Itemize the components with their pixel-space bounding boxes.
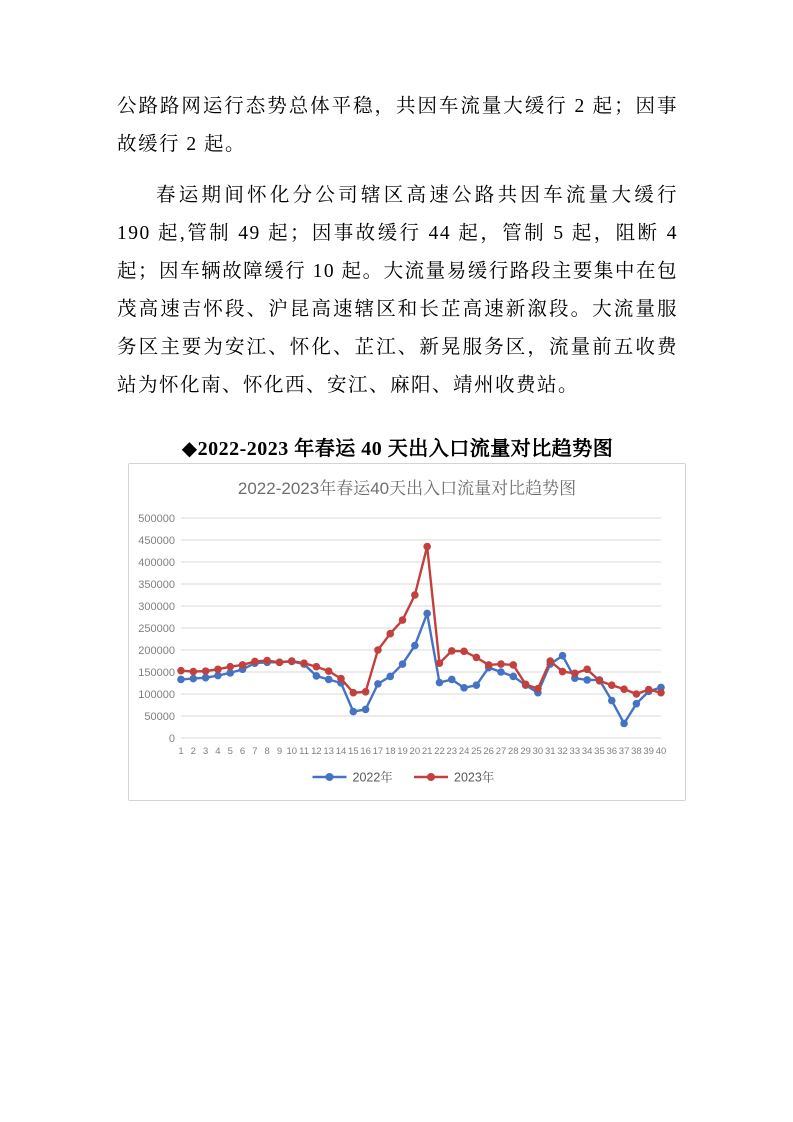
x-tick-label: 2 (190, 746, 196, 757)
data-point (399, 660, 407, 668)
x-tick-label: 36 (606, 746, 618, 757)
data-point (239, 661, 247, 669)
data-point (386, 630, 394, 638)
data-point (423, 610, 431, 618)
data-point (485, 661, 493, 669)
x-tick-label: 21 (421, 746, 433, 757)
x-tick-label: 33 (569, 746, 581, 757)
x-tick-label: 19 (397, 746, 408, 757)
data-point (411, 591, 419, 599)
data-point (399, 616, 407, 624)
x-tick-label: 39 (643, 746, 654, 757)
data-point (460, 648, 468, 656)
chart-section-heading: ◆2022-2023 年春运 40 天出入口流量对比趋势图 (181, 438, 614, 460)
data-point (337, 675, 345, 683)
data-point (657, 689, 665, 697)
data-point (190, 675, 198, 683)
data-point (620, 685, 628, 693)
x-tick-label: 5 (227, 746, 233, 757)
data-point (350, 689, 358, 697)
data-point (202, 667, 210, 675)
x-tick-label: 27 (495, 746, 507, 757)
data-point (325, 667, 333, 675)
data-point (276, 659, 284, 667)
data-point (522, 681, 530, 689)
y-tick-label: 250000 (138, 623, 175, 635)
data-point (460, 684, 468, 692)
data-point (608, 697, 616, 705)
data-point (620, 720, 628, 728)
y-tick-label: 450000 (138, 535, 175, 547)
traffic-trend-chart (128, 463, 686, 801)
x-tick-label: 3 (202, 746, 209, 757)
data-point (177, 676, 185, 684)
data-point (362, 706, 370, 714)
data-point (251, 658, 259, 666)
data-point (497, 660, 505, 668)
data-point (288, 657, 296, 665)
data-point (596, 677, 604, 685)
x-tick-label: 30 (532, 746, 544, 757)
data-point (510, 661, 518, 669)
data-point (473, 681, 481, 689)
data-point (411, 642, 419, 650)
data-point (633, 690, 641, 698)
y-tick-label: 350000 (138, 579, 175, 591)
legend-marker (326, 773, 334, 781)
x-tick-label: 31 (544, 746, 556, 757)
data-point (510, 673, 518, 681)
data-point (448, 647, 456, 655)
data-point (497, 668, 505, 676)
data-point (214, 666, 222, 674)
chart-title: 2022-2023年春运40天出入口流量对比趋势图 (237, 479, 577, 498)
x-tick-label: 15 (348, 746, 359, 757)
data-point (313, 672, 321, 680)
body-paragraph-1: 公路路网运行态势总体平稳，共因车流量大缓行 2 起；因事故缓行 2 起。 (117, 96, 678, 155)
y-tick-label: 200000 (138, 645, 175, 657)
x-tick-label: 25 (471, 746, 482, 757)
x-tick-label: 4 (215, 746, 221, 757)
y-tick-label: 150000 (138, 667, 175, 679)
data-point (350, 708, 358, 716)
data-point (645, 686, 653, 694)
data-point (263, 657, 271, 665)
x-tick-label: 9 (276, 746, 283, 757)
x-tick-label: 23 (446, 746, 458, 757)
x-tick-label: 14 (335, 746, 347, 757)
y-tick-label: 400000 (138, 557, 175, 569)
text-column (117, 88, 678, 461)
x-tick-label: 35 (594, 746, 605, 757)
x-tick-label: 26 (483, 746, 494, 757)
x-tick-label: 20 (409, 746, 421, 757)
data-point (546, 657, 554, 665)
data-point (583, 666, 591, 674)
x-tick-label: 29 (520, 746, 531, 757)
x-tick-label: 1 (178, 746, 184, 757)
x-tick-label: 12 (311, 746, 322, 757)
data-point (436, 659, 444, 667)
x-tick-label: 38 (631, 746, 642, 757)
data-point (423, 543, 431, 551)
data-point (313, 663, 321, 671)
x-tick-label: 34 (581, 746, 593, 757)
data-point (362, 688, 370, 696)
body-paragraph-2: 春运期间怀化分公司辖区高速公路共因车流量大缓行 190 起,管制 49 起；因事故缓行 44 起，管制 5 起，阻断 4 起；因车辆故障缓行 10 起。大流量易缓行路段主要集中在包茂高速吉怀段、沪昆高速辖区和长芷高速新溆段。大流量服务区主要为安江、怀化、芷江、新晃服务区，流量前五收费站为怀化南、怀化西、安江、麻阳、靖州收费站。 (117, 185, 678, 396)
data-point (633, 700, 641, 708)
data-point (177, 667, 185, 675)
x-tick-label: 6 (239, 746, 246, 757)
data-point (559, 668, 567, 676)
data-point (473, 654, 481, 662)
data-point (386, 673, 394, 681)
x-tick-label: 37 (618, 746, 630, 757)
x-tick-label: 40 (655, 746, 667, 757)
x-tick-label: 8 (264, 746, 270, 757)
x-tick-label: 17 (372, 746, 384, 757)
y-tick-label: 100000 (138, 689, 175, 701)
data-point (448, 676, 456, 684)
data-point (226, 663, 234, 671)
data-point (571, 670, 579, 678)
x-tick-label: 16 (360, 746, 371, 757)
data-point (608, 681, 616, 689)
y-tick-label: 50000 (144, 711, 175, 723)
y-tick-label: 500000 (138, 513, 175, 525)
legend-marker (427, 773, 435, 781)
x-tick-label: 24 (458, 746, 470, 757)
data-point (534, 685, 542, 693)
legend-label: 2022年 (352, 770, 393, 785)
data-point (300, 659, 308, 667)
x-tick-label: 22 (434, 746, 445, 757)
x-tick-label: 28 (508, 746, 519, 757)
x-tick-label: 10 (286, 746, 298, 757)
x-tick-label: 7 (252, 746, 258, 757)
data-point (583, 676, 591, 684)
legend-label: 2023年 (454, 770, 495, 785)
data-point (436, 679, 444, 687)
data-point (559, 652, 567, 660)
y-tick-label: 300000 (138, 601, 175, 613)
line-chart-svg (129, 464, 685, 800)
data-point (190, 668, 198, 676)
x-tick-label: 13 (323, 746, 334, 757)
x-tick-label: 11 (299, 746, 310, 757)
data-point (202, 674, 210, 682)
x-tick-label: 32 (557, 746, 568, 757)
data-point (374, 680, 382, 688)
y-tick-label: 0 (168, 733, 175, 745)
data-point (325, 676, 333, 684)
data-point (374, 646, 382, 654)
x-tick-label: 18 (384, 746, 396, 757)
